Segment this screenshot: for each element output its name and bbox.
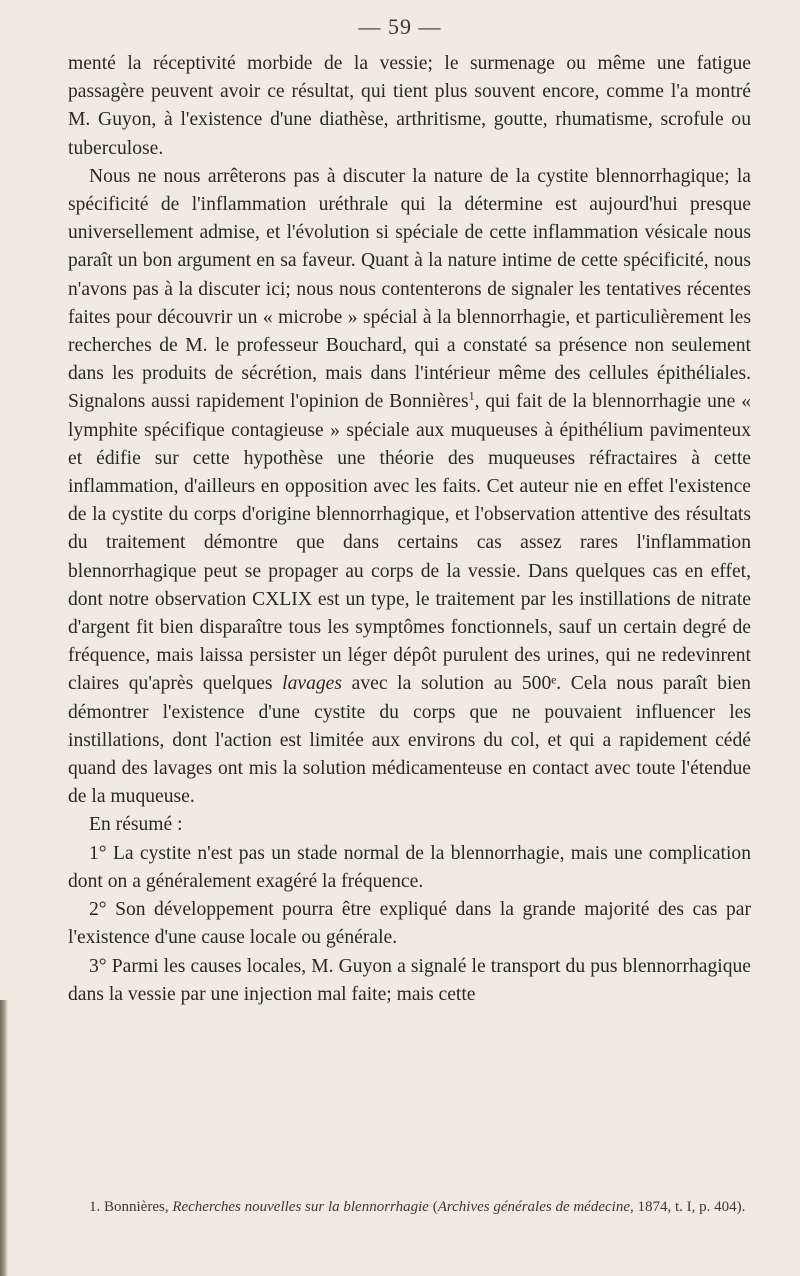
binding-shadow <box>0 1000 8 1276</box>
footnote-ref-1: 1 <box>468 388 475 403</box>
paragraph-2-part-a: Nous ne nous arrêterons pas à discuter la nature de la cystite blennorrhagique; la spécificité de l'inflammation uréthrale qui la détermine est aujourd'hui presque universellement admise, et l'évolution si spéciale de cette inflammation vésicale nous paraît un bon argument en sa faveur. Quant à la nature intime de cette spécificité, nous n'avons pas à la discuter ici; nous nous contenterons de signaler les tentatives récentes faites pour découvrir un « microbe » spécial à la blennorrhagie, et particulièrement les recherches de M. le professeur Bouchard, qui a constaté sa présence non seulement dans les produits de sécrétion, mais dans l'intérieur même des cellules épithéliales. Signalons aussi rapidement l'opinion de Bonnières <box>68 165 751 413</box>
paragraph-2-emphasis: lavages <box>282 673 343 695</box>
footnote-1-journal: Archives générales de médecine <box>437 1199 630 1215</box>
paragraph-point-3: 3° Parmi les causes locales, M. Guyon a signalé le transport du pus blennorrhagique dans la vessie par une injection mal faite; mais cette <box>68 955 751 1005</box>
footnotes <box>68 1197 751 1218</box>
paragraph-2-part-c: avec la solution au 500ᵉ. Cela nous paraît bien démontrer l'existence d'une cystite du corps que ne pouvaient influencer les instillations, dont l'action est limitée aux environs du col, et qui a rapidement cédé quand des lavages ont mis la solution médicamenteuse en contact avec toute l'étendue de la muqueuse. <box>68 673 751 808</box>
paragraph-2 <box>68 163 751 812</box>
body-text <box>68 50 751 1009</box>
footnote-1-paren: ( <box>432 1199 438 1215</box>
paragraph-point-1: 1° La cystite n'est pas un stade normal de la blennorrhagie, mais une complication dont on a généralement exagéré la fréquence. <box>68 842 751 892</box>
footnote-1-title: Recherches nouvelles sur la blennorrhagie <box>172 1199 429 1215</box>
footnote-1 <box>68 1197 751 1218</box>
paragraph-2-part-b: , qui fait de la blennorrhagie une « lymphite spécifique contagieuse » spéciale aux muqueuses à épithélium pavimenteux et édifie sur cette hypothèse une théorie des muqueuses réfractaires à cette inflammation, d'ailleurs en opposition avec les faits. Cet auteur nie en effet l'existence de la cystite du corps d'origine blennorrhagique, et l'observation attentive des résultats du traitement démontre que dans certains cas assez rares l'inflammation blennorrhagique peut se propager au corps de la vessie. Dans quelques cas en effet, dont notre observation CXLIX est un type, le traitement par les instillations de nitrate d'argent fit bien disparaître tous les symptômes fonctionnels, sauf un certain degré de fréquence, mais laissa persister un léger dépôt purulent des urines, qui ne redevinrent claires qu'après quelques <box>68 391 751 695</box>
paragraph-summary-heading: En résumé : <box>89 814 183 836</box>
paragraph-point-2: 2° Son développement pourra être expliqué dans la grande majorité des cas par l'existence d'une cause locale ou générale. <box>68 899 751 949</box>
footnote-1-details: , 1874, t. I, p. 404). <box>629 1199 746 1215</box>
footnote-1-author: 1. Bonnières, <box>89 1199 169 1215</box>
page-number: — 59 — <box>358 14 442 39</box>
paragraph-1: menté la réceptivité morbide de la vessie; le surmenage ou même une fatigue passagère peuvent avoir ce résultat, qui tient plus souvent encore, comme l'a montré M. Guyon, à l'existence d'une diathèse, arthritisme, goutte, rhumatisme, scrofule ou tuberculose. <box>68 53 751 159</box>
